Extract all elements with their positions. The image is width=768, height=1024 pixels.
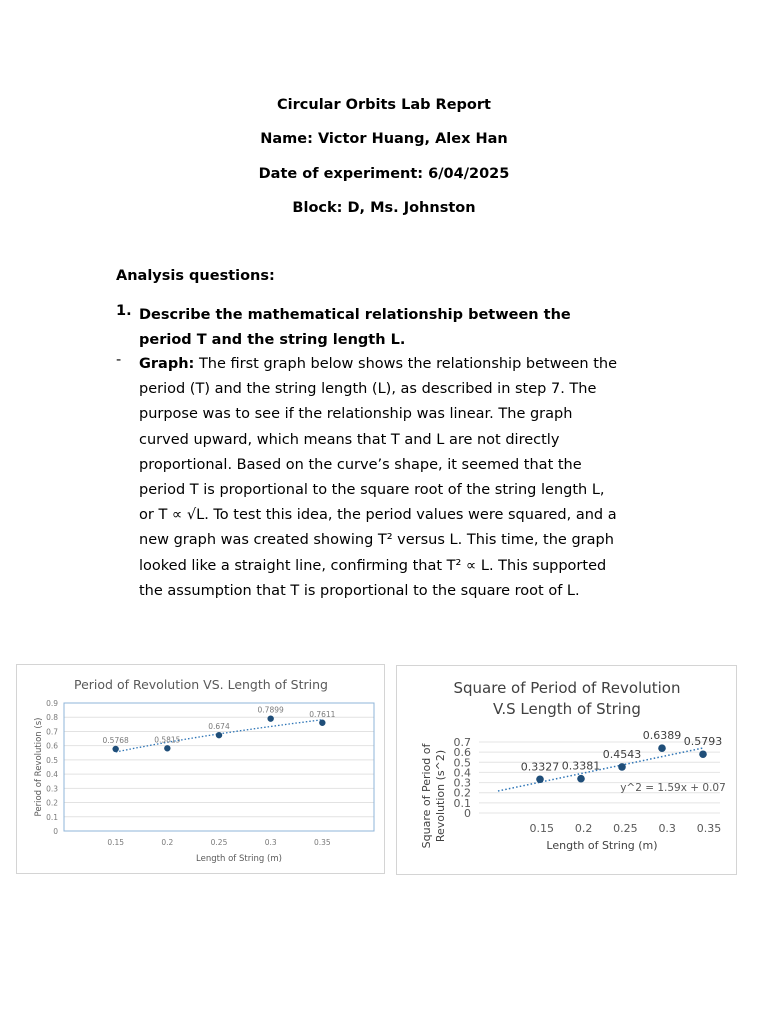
y-tick-label: 0.8 xyxy=(46,713,58,723)
y-tick-label: 0.3 xyxy=(453,776,471,790)
question-number: 1. xyxy=(116,303,132,319)
data-point xyxy=(319,720,325,726)
chart-title-line: V.S Length of String xyxy=(493,700,641,718)
chart-title: Period of Revolution VS. Length of String xyxy=(74,677,328,692)
author-names: Name: Victor Huang, Alex Han xyxy=(260,131,508,147)
data-point xyxy=(112,746,118,752)
answer-paragraph xyxy=(139,352,664,604)
y-tick-label: 0.6 xyxy=(46,741,58,751)
y-tick-label: 0.4 xyxy=(46,770,58,780)
paragraph-line: the assumption that T is proportional to the square root of L. xyxy=(139,582,580,599)
paragraph-line: looked like a straight line, confirming that T² ∝ L. This supported xyxy=(139,557,607,574)
data-point xyxy=(536,775,544,783)
y-tick-label: 0.5 xyxy=(453,756,471,770)
data-label: 0.3327 xyxy=(520,760,560,774)
data-label: 0.5793 xyxy=(683,735,723,749)
data-point xyxy=(577,775,585,783)
chart-square-period-vs-length xyxy=(396,665,737,875)
data-point xyxy=(618,763,626,771)
data-label: 0.4543 xyxy=(602,747,642,761)
x-tick-label: 0.35 xyxy=(696,822,722,835)
y-tick-label: 0.3 xyxy=(46,784,58,794)
x-tick-label: 0.35 xyxy=(313,838,331,847)
question-line: period T and the string length L. xyxy=(139,332,406,348)
y-tick-label: 0.7 xyxy=(453,736,471,749)
paragraph-line: period T is proportional to the square root of the string length L, xyxy=(139,482,605,499)
y-axis-label-line: Revolution (s^2) xyxy=(434,749,447,843)
data-label: 0.7899 xyxy=(257,705,284,715)
x-axis-label: Length of String (m) xyxy=(546,839,658,852)
data-label: 0.7611 xyxy=(309,709,336,719)
x-tick-label: 0.15 xyxy=(529,822,555,835)
paragraph-line: period (T) and the string length (L), as described in step 7. The xyxy=(139,381,597,398)
paragraph-line: proportional. Based on the curve’s shape, it seemed that the xyxy=(139,456,582,473)
graph-label: Graph: xyxy=(139,356,195,372)
chart-period-vs-length-svg xyxy=(17,665,384,873)
y-tick-label: 0.2 xyxy=(453,786,471,800)
x-tick-label: 0.3 xyxy=(658,822,676,835)
data-point xyxy=(267,715,273,721)
paragraph-line: purpose was to see if the relationship was linear. The graph xyxy=(139,406,573,423)
question-line: Describe the mathematical relationship between the xyxy=(139,307,571,323)
y-tick-label: 0.1 xyxy=(453,796,471,810)
x-tick-label: 0.25 xyxy=(210,838,228,847)
x-tick-label: 0.25 xyxy=(613,822,638,835)
data-point xyxy=(658,744,666,752)
data-label: 0.5768 xyxy=(102,735,129,745)
analysis-heading: Analysis questions: xyxy=(116,268,275,284)
x-tick-label: 0.3 xyxy=(264,838,277,847)
report-title: Circular Orbits Lab Report xyxy=(277,97,491,113)
paragraph-line-text: The first graph below shows the relationship between the xyxy=(194,356,618,372)
data-label: 0.5815 xyxy=(154,735,181,745)
y-tick-label: 0.9 xyxy=(46,699,58,708)
question-text xyxy=(139,303,659,353)
y-tick-label: 0.5 xyxy=(46,755,58,765)
chart-title-line: Square of Period of Revolution xyxy=(453,679,681,697)
experiment-date: Date of experiment: 6/04/2025 xyxy=(258,166,510,182)
data-label: 0.674 xyxy=(208,722,230,732)
x-tick-label: 0.2 xyxy=(161,838,174,847)
y-tick-label: 0.1 xyxy=(46,812,58,822)
x-axis-label: Length of String (m) xyxy=(196,854,282,864)
data-point xyxy=(699,750,707,758)
y-tick-label: 0.7 xyxy=(46,727,58,737)
paragraph-line xyxy=(139,352,664,377)
paragraph-line: or T ∝ √L. To test this idea, the period values were squared, and a xyxy=(139,507,617,524)
y-axis-label-line: Square of Period of xyxy=(420,743,433,849)
y-tick-label: 0 xyxy=(53,827,58,836)
chart-square-period-vs-length-svg xyxy=(397,666,736,874)
paragraph-line: new graph was created showing T² versus L. This time, the graph xyxy=(139,532,614,549)
x-tick-label: 0.15 xyxy=(107,838,125,847)
y-tick-label: 0.2 xyxy=(46,798,58,808)
data-point xyxy=(216,732,222,738)
paragraph-line: curved upward, which means that T and L are not directly xyxy=(139,431,560,448)
y-tick-label: 0 xyxy=(464,807,471,820)
chart-period-vs-length xyxy=(16,664,385,874)
bullet-dash: - xyxy=(116,352,122,368)
y-axis-label: Period of Revolution (s) xyxy=(34,717,44,817)
y-tick-label: 0.6 xyxy=(453,746,471,760)
y-tick-label: 0.4 xyxy=(453,766,471,780)
data-label: 0.3381 xyxy=(561,759,601,773)
x-tick-label: 0.2 xyxy=(574,822,593,835)
data-point xyxy=(164,745,170,751)
class-block: Block: D, Ms. Johnston xyxy=(292,200,476,216)
data-label: 0.6389 xyxy=(642,729,682,743)
trend-equation: y^2 = 1.59x + 0.07 xyxy=(620,782,726,794)
